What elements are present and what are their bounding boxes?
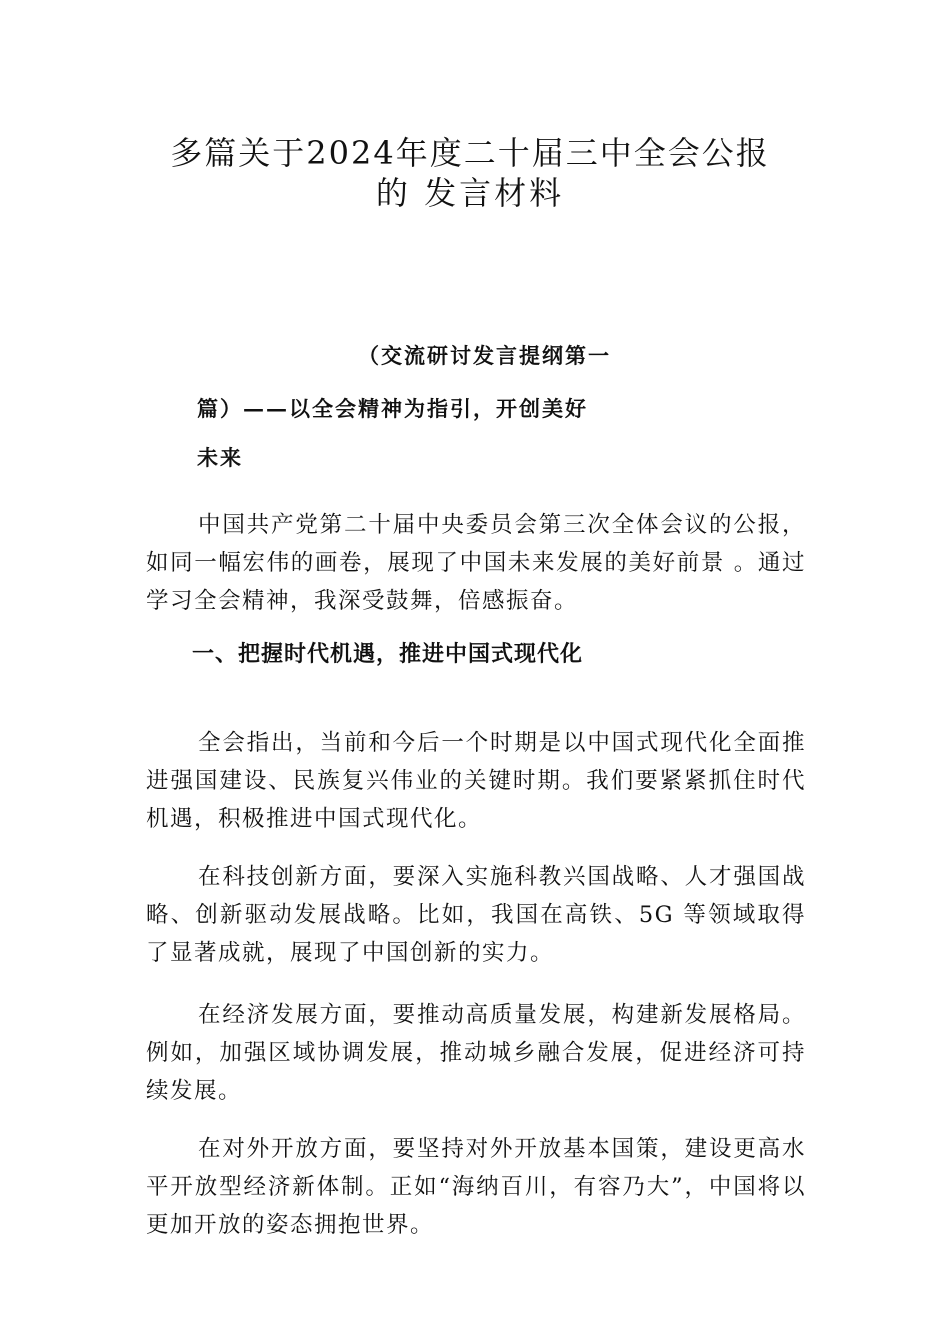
body-paragraph: 在科技创新方面，要深入实施科教兴国战略、人才强国战略、创新驱动发展战略。比如，我国在高铁、5G 等领域取得了显著成就，展现了中国创新的实力。 [146, 864, 806, 966]
document-title-line-1: 多篇关于2024年度二十届三中全会公报 [170, 134, 770, 172]
body-paragraph: 在对外开放方面，要坚持对外开放基本国策，建设更高水平开放型经济新体制。正如“海纳百川，有容乃大”，中国将以更加开放的姿态拥抱世界。 [146, 1136, 806, 1238]
subheading-line-3: 未来 [197, 445, 243, 470]
subheading-line-2: 篇）——以全会精神为指引，开创美好 [197, 396, 588, 421]
subheading-line-1: （交流研讨发言提纲第一 [358, 343, 611, 368]
intro-paragraph: 中国共产党第二十届中央委员会第三次全体会议的公报，如同一幅宏伟的画卷，展现了中国未来发展的美好前景 。通过学习全会精神，我深受鼓舞，倍感振奋。 [146, 512, 806, 614]
body-paragraph: 全会指出，当前和今后一个时期是以中国式现代化全面推进强国建设、民族复兴伟业的关键时期。我们要紧紧抓住时代机遇，积极推进中国式现代化。 [146, 730, 806, 832]
section-heading: 一、把握时代机遇，推进中国式现代化 [192, 642, 584, 667]
document-title-line-2: 的 发言材料 [375, 174, 565, 212]
body-paragraph: 在经济发展方面，要推动高质量发展，构建新发展格局。例如，加强区域协调发展，推动城乡融合发展，促进经济可持续发展。 [146, 1002, 806, 1104]
